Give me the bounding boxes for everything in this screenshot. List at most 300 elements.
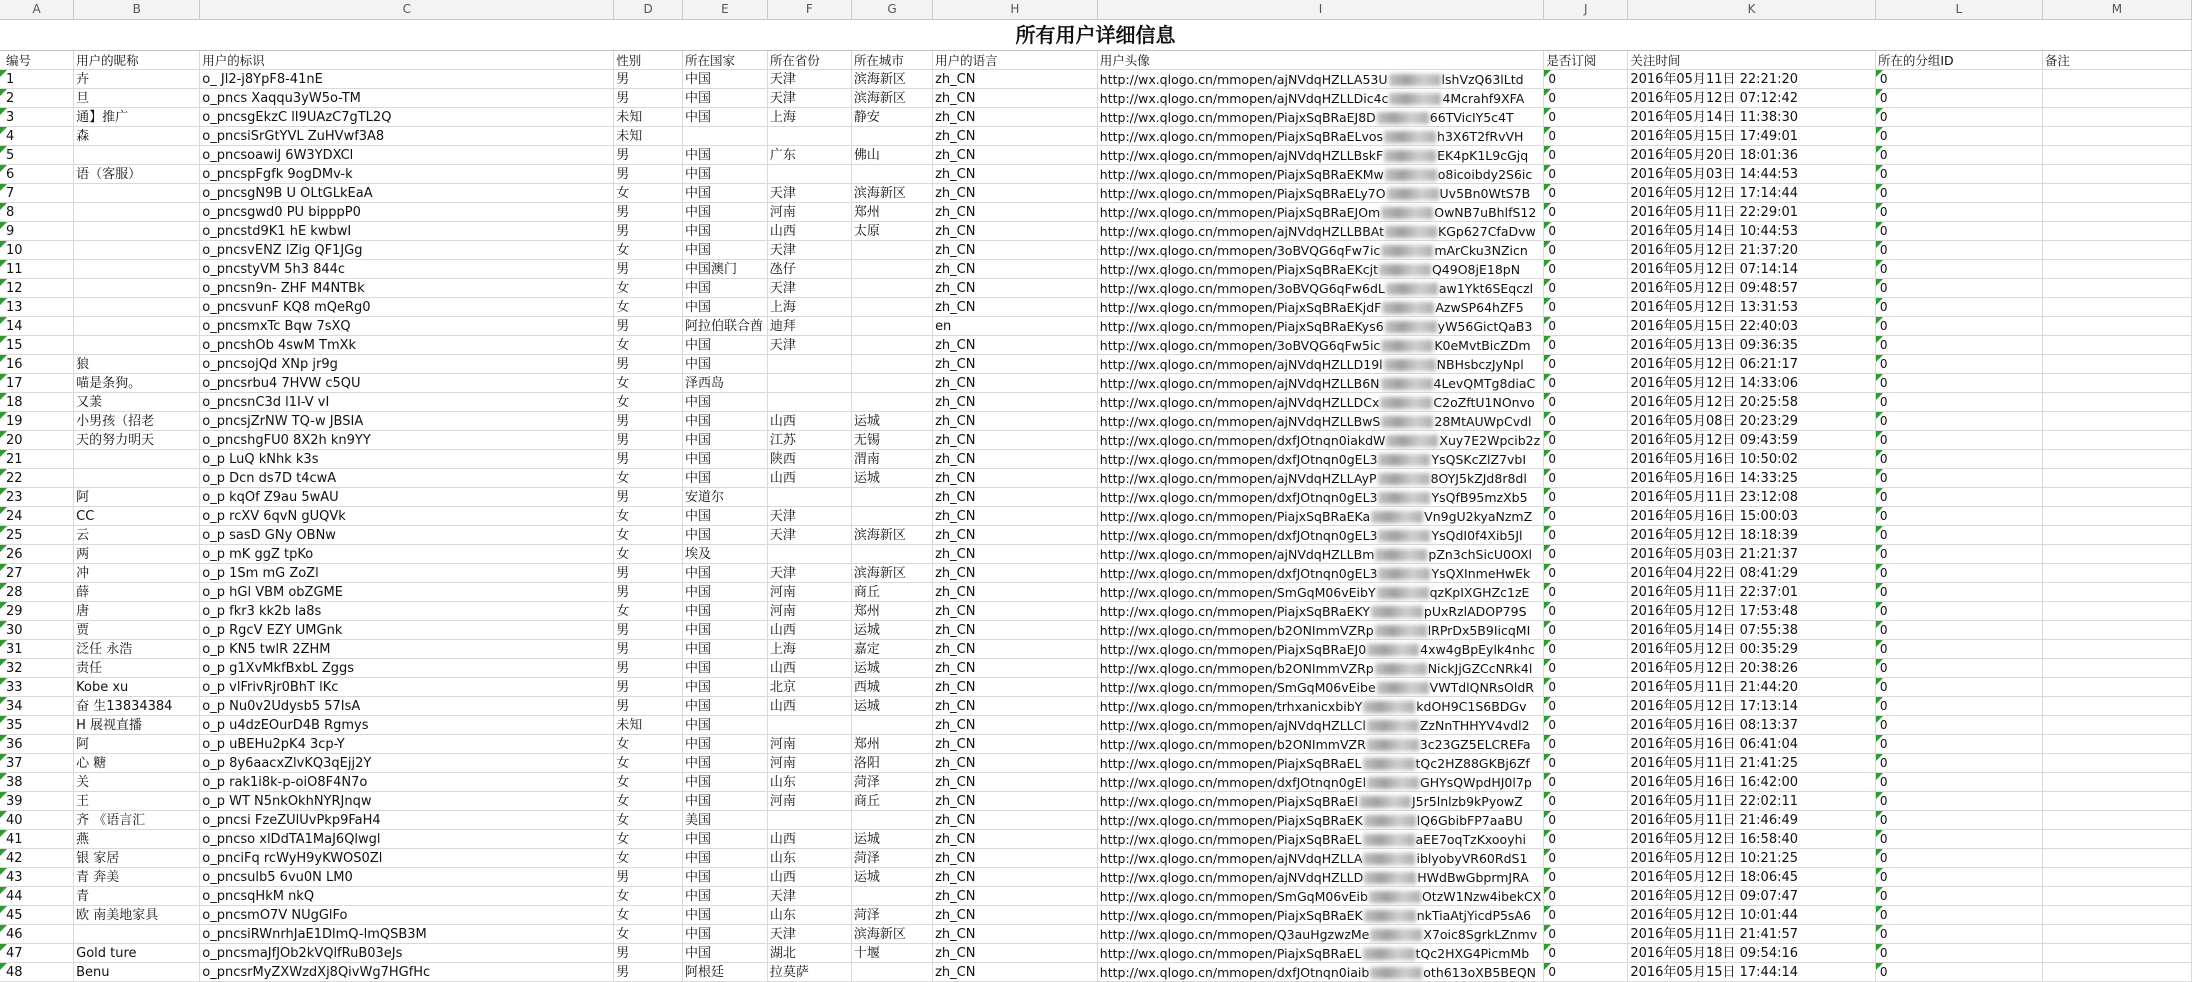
cell-sex[interactable]: 男 <box>614 963 683 982</box>
cell-openid[interactable]: o_p fkr3 kk2b la8s <box>200 602 614 621</box>
cell-country[interactable]: 中国 <box>682 944 767 963</box>
cell-subscribe[interactable]: 0 <box>1544 621 1628 640</box>
cell-subscribe[interactable]: 0 <box>1544 127 1628 146</box>
cell-group-id[interactable]: 0 <box>1875 336 2042 355</box>
cell-avatar-url[interactable] <box>1097 108 1544 127</box>
cell-id[interactable]: 4 <box>0 127 74 146</box>
cell-sex[interactable]: 女 <box>614 735 683 754</box>
cell-remark[interactable] <box>2042 792 2191 811</box>
cell-id[interactable]: 13 <box>0 298 74 317</box>
cell-avatar-url[interactable] <box>1097 678 1544 697</box>
cell-city[interactable]: 商丘 <box>851 583 932 602</box>
cell-openid[interactable]: o_pncsqHkM nkQ <box>200 887 614 906</box>
cell-group-id[interactable]: 0 <box>1875 374 2042 393</box>
cell-nickname[interactable]: 唐 <box>74 602 200 621</box>
cell-sex[interactable]: 女 <box>614 279 683 298</box>
cell-nickname[interactable] <box>74 317 200 336</box>
cell-subscribe[interactable]: 0 <box>1544 754 1628 773</box>
cell-group-id[interactable]: 0 <box>1875 241 2042 260</box>
cell-remark[interactable] <box>2042 583 2191 602</box>
cell-follow-time[interactable]: 2016年05月16日 10:50:02 <box>1628 450 1875 469</box>
cell-subscribe[interactable]: 0 <box>1544 659 1628 678</box>
cell-follow-time[interactable]: 2016年05月14日 11:38:30 <box>1628 108 1875 127</box>
column-header-e[interactable]: E <box>682 0 767 20</box>
cell-follow-time[interactable]: 2016年05月12日 20:25:58 <box>1628 393 1875 412</box>
cell-city[interactable]: 郑州 <box>851 203 932 222</box>
cell-language[interactable]: zh_CN <box>933 659 1098 678</box>
cell-avatar-url[interactable] <box>1097 621 1544 640</box>
cell-province[interactable]: 陕西 <box>767 450 851 469</box>
cell-follow-time[interactable]: 2016年05月16日 14:33:25 <box>1628 469 1875 488</box>
cell-avatar-url[interactable] <box>1097 944 1544 963</box>
cell-nickname[interactable] <box>74 336 200 355</box>
cell-remark[interactable] <box>2042 336 2191 355</box>
cell-id[interactable]: 42 <box>0 849 74 868</box>
cell-openid[interactable]: o_pncshOb 4swM TmXk <box>200 336 614 355</box>
cell-id[interactable]: 33 <box>0 678 74 697</box>
cell-city[interactable]: 郑州 <box>851 735 932 754</box>
cell-group-id[interactable]: 0 <box>1875 393 2042 412</box>
cell-city[interactable] <box>851 355 932 374</box>
cell-language[interactable]: zh_CN <box>933 545 1098 564</box>
cell-language[interactable]: zh_CN <box>933 583 1098 602</box>
cell-openid[interactable]: o_p mK ggZ tpKo <box>200 545 614 564</box>
cell-id[interactable]: 18 <box>0 393 74 412</box>
cell-country[interactable]: 中国澳门 <box>682 260 767 279</box>
cell-openid[interactable]: o_pncstd9K1 hE kwbwI <box>200 222 614 241</box>
cell-avatar-url[interactable] <box>1097 184 1544 203</box>
cell-province[interactable]: 北京 <box>767 678 851 697</box>
cell-language[interactable]: zh_CN <box>933 697 1098 716</box>
cell-country[interactable]: 中国 <box>682 830 767 849</box>
cell-country[interactable]: 中国 <box>682 336 767 355</box>
cell-remark[interactable] <box>2042 773 2191 792</box>
cell-remark[interactable] <box>2042 602 2191 621</box>
cell-avatar-url[interactable] <box>1097 317 1544 336</box>
cell-group-id[interactable]: 0 <box>1875 640 2042 659</box>
cell-group-id[interactable]: 0 <box>1875 355 2042 374</box>
cell-province[interactable] <box>767 545 851 564</box>
cell-follow-time[interactable]: 2016年05月12日 17:14:44 <box>1628 184 1875 203</box>
cell-province[interactable]: 湖北 <box>767 944 851 963</box>
cell-avatar-url[interactable] <box>1097 602 1544 621</box>
cell-id[interactable]: 1 <box>0 70 74 89</box>
cell-city[interactable] <box>851 260 932 279</box>
cell-sex[interactable]: 女 <box>614 830 683 849</box>
cell-remark[interactable] <box>2042 906 2191 925</box>
cell-follow-time[interactable]: 2016年05月12日 06:21:17 <box>1628 355 1875 374</box>
cell-openid[interactable]: o_p KN5 twlR 2ZHM <box>200 640 614 659</box>
cell-sex[interactable]: 男 <box>614 355 683 374</box>
cell-remark[interactable] <box>2042 944 2191 963</box>
cell-group-id[interactable]: 0 <box>1875 963 2042 982</box>
cell-group-id[interactable]: 0 <box>1875 697 2042 716</box>
cell-language[interactable]: zh_CN <box>933 754 1098 773</box>
cell-group-id[interactable]: 0 <box>1875 431 2042 450</box>
cell-language[interactable]: zh_CN <box>933 602 1098 621</box>
cell-sex[interactable]: 女 <box>614 602 683 621</box>
cell-sex[interactable]: 女 <box>614 925 683 944</box>
cell-follow-time[interactable]: 2016年05月16日 08:13:37 <box>1628 716 1875 735</box>
cell-language[interactable]: zh_CN <box>933 678 1098 697</box>
cell-sex[interactable]: 女 <box>614 336 683 355</box>
cell-city[interactable] <box>851 963 932 982</box>
cell-remark[interactable] <box>2042 697 2191 716</box>
cell-city[interactable] <box>851 336 932 355</box>
cell-nickname[interactable] <box>74 450 200 469</box>
cell-openid[interactable]: o_pncsgN9B U OLtGLkEaA <box>200 184 614 203</box>
column-header-j[interactable]: J <box>1544 0 1628 20</box>
cell-openid[interactable]: o_pncsmaJfJOb2kVQlfRuB03eJs <box>200 944 614 963</box>
cell-id[interactable]: 36 <box>0 735 74 754</box>
cell-remark[interactable] <box>2042 868 2191 887</box>
cell-nickname[interactable] <box>74 184 200 203</box>
cell-language[interactable]: zh_CN <box>933 526 1098 545</box>
cell-sex[interactable]: 女 <box>614 393 683 412</box>
cell-avatar-url[interactable] <box>1097 811 1544 830</box>
header-cell[interactable]: 所在的分组ID <box>1875 51 2042 70</box>
cell-remark[interactable] <box>2042 355 2191 374</box>
cell-avatar-url[interactable] <box>1097 279 1544 298</box>
cell-province[interactable] <box>767 374 851 393</box>
cell-avatar-url[interactable] <box>1097 222 1544 241</box>
cell-group-id[interactable]: 0 <box>1875 545 2042 564</box>
cell-province[interactable]: 河南 <box>767 583 851 602</box>
cell-remark[interactable] <box>2042 279 2191 298</box>
cell-openid[interactable]: o_pncsrbu4 7HVW c5QU <box>200 374 614 393</box>
cell-city[interactable] <box>851 488 932 507</box>
cell-nickname[interactable] <box>74 222 200 241</box>
cell-country[interactable]: 中国 <box>682 108 767 127</box>
cell-province[interactable]: 山东 <box>767 906 851 925</box>
cell-city[interactable]: 十堰 <box>851 944 932 963</box>
cell-avatar-url[interactable] <box>1097 963 1544 982</box>
cell-country[interactable]: 中国 <box>682 469 767 488</box>
cell-language[interactable]: zh_CN <box>933 811 1098 830</box>
cell-province[interactable] <box>767 488 851 507</box>
cell-language[interactable]: zh_CN <box>933 184 1098 203</box>
cell-city[interactable]: 菏泽 <box>851 906 932 925</box>
cell-language[interactable]: zh_CN <box>933 450 1098 469</box>
cell-city[interactable] <box>851 374 932 393</box>
cell-id[interactable]: 9 <box>0 222 74 241</box>
cell-remark[interactable] <box>2042 184 2191 203</box>
cell-city[interactable]: 滨海新区 <box>851 89 932 108</box>
cell-subscribe[interactable]: 0 <box>1544 773 1628 792</box>
cell-nickname[interactable]: 关 <box>74 773 200 792</box>
cell-subscribe[interactable]: 0 <box>1544 374 1628 393</box>
cell-city[interactable] <box>851 127 932 146</box>
cell-id[interactable]: 12 <box>0 279 74 298</box>
cell-country[interactable]: 中国 <box>682 165 767 184</box>
cell-avatar-url[interactable] <box>1097 564 1544 583</box>
cell-subscribe[interactable]: 0 <box>1544 108 1628 127</box>
cell-follow-time[interactable]: 2016年05月03日 14:44:53 <box>1628 165 1875 184</box>
cell-group-id[interactable]: 0 <box>1875 716 2042 735</box>
cell-language[interactable]: zh_CN <box>933 431 1098 450</box>
cell-follow-time[interactable]: 2016年05月12日 18:18:39 <box>1628 526 1875 545</box>
cell-province[interactable]: 山东 <box>767 849 851 868</box>
column-header-g[interactable]: G <box>851 0 932 20</box>
cell-openid[interactable]: o_pncsjZrNW TQ-w JBSIA <box>200 412 614 431</box>
cell-nickname[interactable]: 旦 <box>74 89 200 108</box>
cell-remark[interactable] <box>2042 659 2191 678</box>
cell-city[interactable]: 佛山 <box>851 146 932 165</box>
cell-nickname[interactable]: 奋 生13834384 <box>74 697 200 716</box>
cell-remark[interactable] <box>2042 925 2191 944</box>
cell-country[interactable]: 中国 <box>682 89 767 108</box>
cell-openid[interactable]: o_p u4dzEOurD4B Rgmys <box>200 716 614 735</box>
cell-openid[interactable]: o_pncsoawiJ 6W3YDXCl <box>200 146 614 165</box>
cell-id[interactable]: 2 <box>0 89 74 108</box>
cell-subscribe[interactable]: 0 <box>1544 355 1628 374</box>
cell-country[interactable]: 中国 <box>682 241 767 260</box>
cell-subscribe[interactable]: 0 <box>1544 792 1628 811</box>
cell-group-id[interactable]: 0 <box>1875 507 2042 526</box>
cell-province[interactable]: 山西 <box>767 469 851 488</box>
cell-subscribe[interactable]: 0 <box>1544 241 1628 260</box>
cell-language[interactable]: zh_CN <box>933 412 1098 431</box>
column-header-a[interactable]: A <box>0 0 74 20</box>
cell-language[interactable]: zh_CN <box>933 963 1098 982</box>
cell-openid[interactable]: o_p hGl VBM obZGME <box>200 583 614 602</box>
cell-nickname[interactable]: 阿 <box>74 735 200 754</box>
cell-avatar-url[interactable] <box>1097 412 1544 431</box>
cell-subscribe[interactable]: 0 <box>1544 963 1628 982</box>
cell-sex[interactable]: 男 <box>614 146 683 165</box>
cell-openid[interactable]: o_pncsmO7V NUgGlFo <box>200 906 614 925</box>
cell-group-id[interactable]: 0 <box>1875 89 2042 108</box>
cell-openid[interactable]: o_p kqOf Z9au 5wAU <box>200 488 614 507</box>
cell-group-id[interactable]: 0 <box>1875 621 2042 640</box>
cell-province[interactable]: 江苏 <box>767 431 851 450</box>
cell-language[interactable]: zh_CN <box>933 279 1098 298</box>
cell-nickname[interactable]: CC <box>74 507 200 526</box>
cell-subscribe[interactable]: 0 <box>1544 260 1628 279</box>
cell-avatar-url[interactable] <box>1097 507 1544 526</box>
header-cell[interactable]: 用户的昵称 <box>74 51 200 70</box>
cell-nickname[interactable]: 云 <box>74 526 200 545</box>
cell-nickname[interactable]: 薛 <box>74 583 200 602</box>
cell-language[interactable]: zh_CN <box>933 716 1098 735</box>
cell-language[interactable]: zh_CN <box>933 507 1098 526</box>
cell-nickname[interactable]: 狼 <box>74 355 200 374</box>
cell-group-id[interactable]: 0 <box>1875 754 2042 773</box>
cell-id[interactable]: 32 <box>0 659 74 678</box>
cell-sex[interactable]: 男 <box>614 621 683 640</box>
cell-avatar-url[interactable] <box>1097 545 1544 564</box>
cell-language[interactable]: zh_CN <box>933 203 1098 222</box>
cell-province[interactable] <box>767 355 851 374</box>
cell-country[interactable]: 中国 <box>682 70 767 89</box>
cell-id[interactable]: 10 <box>0 241 74 260</box>
cell-subscribe[interactable]: 0 <box>1544 583 1628 602</box>
cell-subscribe[interactable]: 0 <box>1544 222 1628 241</box>
cell-sex[interactable]: 女 <box>614 469 683 488</box>
cell-language[interactable]: zh_CN <box>933 887 1098 906</box>
cell-language[interactable]: zh_CN <box>933 108 1098 127</box>
cell-city[interactable]: 嘉定 <box>851 640 932 659</box>
cell-openid[interactable]: o_pncsn9n- ZHF M4NTBk <box>200 279 614 298</box>
cell-nickname[interactable]: 贾 <box>74 621 200 640</box>
cell-avatar-url[interactable] <box>1097 735 1544 754</box>
cell-follow-time[interactable]: 2016年05月12日 20:38:26 <box>1628 659 1875 678</box>
cell-avatar-url[interactable] <box>1097 374 1544 393</box>
cell-language[interactable]: zh_CN <box>933 906 1098 925</box>
cell-openid[interactable]: o_pncsgwd0 PU bipppP0 <box>200 203 614 222</box>
cell-city[interactable]: 郑州 <box>851 602 932 621</box>
cell-nickname[interactable] <box>74 925 200 944</box>
cell-nickname[interactable]: Kobe xu <box>74 678 200 697</box>
cell-subscribe[interactable]: 0 <box>1544 925 1628 944</box>
cell-city[interactable]: 太原 <box>851 222 932 241</box>
cell-group-id[interactable]: 0 <box>1875 298 2042 317</box>
cell-city[interactable] <box>851 393 932 412</box>
cell-openid[interactable]: o_pncsiSrGtYVL ZuHVwf3A8 <box>200 127 614 146</box>
header-cell[interactable]: 编号 <box>0 51 74 70</box>
cell-id[interactable]: 34 <box>0 697 74 716</box>
cell-province[interactable]: 天津 <box>767 241 851 260</box>
cell-remark[interactable] <box>2042 526 2191 545</box>
cell-nickname[interactable]: 齐 《语言汇 <box>74 811 200 830</box>
cell-city[interactable]: 菏泽 <box>851 849 932 868</box>
cell-city[interactable] <box>851 545 932 564</box>
cell-remark[interactable] <box>2042 165 2191 184</box>
cell-group-id[interactable]: 0 <box>1875 526 2042 545</box>
cell-province[interactable] <box>767 165 851 184</box>
cell-remark[interactable] <box>2042 849 2191 868</box>
cell-id[interactable]: 39 <box>0 792 74 811</box>
cell-follow-time[interactable]: 2016年05月12日 14:33:06 <box>1628 374 1875 393</box>
cell-id[interactable]: 19 <box>0 412 74 431</box>
cell-nickname[interactable]: Benu <box>74 963 200 982</box>
cell-avatar-url[interactable] <box>1097 830 1544 849</box>
cell-follow-time[interactable]: 2016年05月11日 21:46:49 <box>1628 811 1875 830</box>
cell-group-id[interactable]: 0 <box>1875 830 2042 849</box>
cell-province[interactable]: 天津 <box>767 925 851 944</box>
header-cell[interactable]: 所在国家 <box>682 51 767 70</box>
cell-province[interactable]: 上海 <box>767 108 851 127</box>
cell-country[interactable]: 阿根廷 <box>682 963 767 982</box>
cell-subscribe[interactable]: 0 <box>1544 393 1628 412</box>
cell-remark[interactable] <box>2042 127 2191 146</box>
cell-remark[interactable] <box>2042 830 2191 849</box>
column-header-h[interactable]: H <box>933 0 1098 20</box>
cell-id[interactable]: 38 <box>0 773 74 792</box>
cell-avatar-url[interactable] <box>1097 241 1544 260</box>
cell-openid[interactable]: o_p Dcn ds7D t4cwA <box>200 469 614 488</box>
cell-group-id[interactable]: 0 <box>1875 184 2042 203</box>
cell-city[interactable]: 渭南 <box>851 450 932 469</box>
cell-language[interactable]: zh_CN <box>933 165 1098 184</box>
cell-city[interactable] <box>851 165 932 184</box>
cell-country[interactable]: 中国 <box>682 906 767 925</box>
column-header-m[interactable]: M <box>2042 0 2191 20</box>
cell-group-id[interactable]: 0 <box>1875 849 2042 868</box>
cell-city[interactable]: 滨海新区 <box>851 526 932 545</box>
cell-city[interactable]: 无锡 <box>851 431 932 450</box>
cell-nickname[interactable]: 天的努力明天 <box>74 431 200 450</box>
cell-avatar-url[interactable] <box>1097 355 1544 374</box>
cell-nickname[interactable]: 卉 <box>74 70 200 89</box>
cell-openid[interactable]: o_pncsrMyZXWzdXj8QivWg7HGfHc <box>200 963 614 982</box>
cell-subscribe[interactable]: 0 <box>1544 184 1628 203</box>
cell-openid[interactable]: o_p LuQ kNhk k3s <box>200 450 614 469</box>
cell-remark[interactable] <box>2042 222 2191 241</box>
cell-country[interactable]: 泽西岛 <box>682 374 767 393</box>
cell-nickname[interactable]: 语（客服） <box>74 165 200 184</box>
cell-country[interactable]: 中国 <box>682 564 767 583</box>
cell-province[interactable]: 河南 <box>767 792 851 811</box>
cell-country[interactable]: 中国 <box>682 868 767 887</box>
cell-id[interactable]: 8 <box>0 203 74 222</box>
cell-sex[interactable]: 男 <box>614 203 683 222</box>
cell-sex[interactable]: 女 <box>614 792 683 811</box>
cell-sex[interactable]: 女 <box>614 545 683 564</box>
cell-country[interactable]: 中国 <box>682 602 767 621</box>
cell-avatar-url[interactable] <box>1097 925 1544 944</box>
cell-country[interactable]: 中国 <box>682 393 767 412</box>
cell-nickname[interactable]: 通】推广 <box>74 108 200 127</box>
cell-city[interactable] <box>851 887 932 906</box>
cell-remark[interactable] <box>2042 488 2191 507</box>
cell-language[interactable]: zh_CN <box>933 146 1098 165</box>
cell-follow-time[interactable]: 2016年04月22日 08:41:29 <box>1628 564 1875 583</box>
cell-remark[interactable] <box>2042 412 2191 431</box>
cell-id[interactable]: 23 <box>0 488 74 507</box>
cell-city[interactable]: 运城 <box>851 412 932 431</box>
cell-province[interactable]: 广东 <box>767 146 851 165</box>
cell-follow-time[interactable]: 2016年05月12日 17:13:14 <box>1628 697 1875 716</box>
cell-sex[interactable]: 女 <box>614 811 683 830</box>
cell-id[interactable]: 6 <box>0 165 74 184</box>
cell-sex[interactable]: 未知 <box>614 716 683 735</box>
cell-country[interactable]: 中国 <box>682 640 767 659</box>
header-cell[interactable]: 用户的语言 <box>933 51 1098 70</box>
cell-openid[interactable]: o_pncso xlDdTA1MaJ6Qlwgl <box>200 830 614 849</box>
cell-follow-time[interactable]: 2016年05月12日 00:35:29 <box>1628 640 1875 659</box>
cell-province[interactable] <box>767 811 851 830</box>
cell-sex[interactable]: 女 <box>614 773 683 792</box>
cell-avatar-url[interactable] <box>1097 260 1544 279</box>
cell-province[interactable]: 氹仔 <box>767 260 851 279</box>
cell-subscribe[interactable]: 0 <box>1544 716 1628 735</box>
cell-country[interactable]: 中国 <box>682 184 767 203</box>
cell-openid[interactable]: o_p vlFrivRjr0BhT lKc <box>200 678 614 697</box>
column-header-k[interactable]: K <box>1628 0 1875 20</box>
cell-avatar-url[interactable] <box>1097 849 1544 868</box>
cell-avatar-url[interactable] <box>1097 146 1544 165</box>
cell-subscribe[interactable]: 0 <box>1544 697 1628 716</box>
column-header-d[interactable]: D <box>614 0 683 20</box>
cell-sex[interactable]: 男 <box>614 317 683 336</box>
cell-province[interactable]: 山西 <box>767 412 851 431</box>
cell-language[interactable]: zh_CN <box>933 260 1098 279</box>
cell-remark[interactable] <box>2042 374 2191 393</box>
cell-avatar-url[interactable] <box>1097 697 1544 716</box>
cell-subscribe[interactable]: 0 <box>1544 545 1628 564</box>
cell-id[interactable]: 48 <box>0 963 74 982</box>
cell-sex[interactable]: 女 <box>614 298 683 317</box>
cell-province[interactable]: 河南 <box>767 203 851 222</box>
cell-remark[interactable] <box>2042 431 2191 450</box>
cell-group-id[interactable]: 0 <box>1875 108 2042 127</box>
cell-group-id[interactable]: 0 <box>1875 868 2042 887</box>
cell-id[interactable]: 37 <box>0 754 74 773</box>
cell-language[interactable]: zh_CN <box>933 355 1098 374</box>
cell-language[interactable]: zh_CN <box>933 621 1098 640</box>
cell-follow-time[interactable]: 2016年05月12日 17:53:48 <box>1628 602 1875 621</box>
